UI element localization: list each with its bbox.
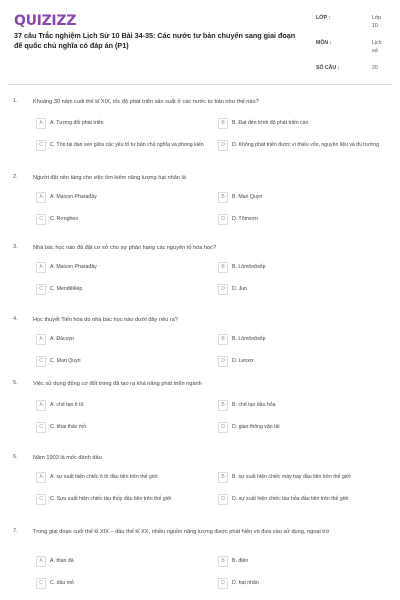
option-text: B. điện: [232, 558, 249, 564]
question-number: 1.: [13, 98, 18, 104]
answer-option-d[interactable]: [218, 356, 388, 367]
option-text: B. Lômônôxốp: [232, 336, 266, 342]
answer-option-b[interactable]: [218, 192, 388, 203]
answer-option-d[interactable]: [218, 284, 388, 295]
option-text: C. dầu mỏ: [50, 580, 74, 586]
option-letter: C: [36, 578, 46, 589]
answer-option-b[interactable]: [218, 118, 388, 129]
option-text: B. Lômônôxốp: [232, 264, 266, 270]
meta-count-label: SỐ CÂU :: [316, 65, 340, 71]
option-text: A. Maicon Pharađây: [50, 264, 97, 270]
answer-option-c[interactable]: [36, 140, 214, 151]
option-letter: A: [36, 118, 46, 129]
option-letter: A: [36, 556, 46, 567]
option-text: D. Tômxơn: [232, 216, 258, 222]
option-text: A. Đácuyn: [50, 336, 74, 342]
worksheet-header: [0, 0, 400, 84]
option-letter: B: [218, 262, 228, 273]
option-text: D. giao thông vận tải: [232, 424, 280, 430]
option-letter: D: [218, 140, 228, 151]
option-text: D. Lenxơ: [232, 358, 254, 364]
option-text: A. than đá: [50, 558, 74, 564]
option-letter: B: [218, 334, 228, 345]
option-text: C. Menđêlêép: [50, 286, 83, 292]
option-letter: A: [36, 262, 46, 273]
answer-option-d[interactable]: [218, 578, 388, 589]
option-text: B. chế tạo dầu hỏa: [232, 402, 276, 408]
worksheet-meta: [316, 15, 386, 75]
option-letter: D: [218, 494, 228, 505]
option-text: C. Rơnghen: [50, 216, 79, 222]
option-letter: C: [36, 284, 46, 295]
question-text: Năm 1903 là mốc đánh dấu: [33, 455, 102, 461]
answer-option-c[interactable]: [36, 284, 214, 295]
meta-subject-value: Lịch sử: [372, 40, 382, 54]
answer-option-c[interactable]: [36, 356, 214, 367]
meta-grade-value: Lớp 10: [372, 15, 382, 29]
answer-option-d[interactable]: [218, 140, 388, 151]
meta-grade-label: LỚP :: [316, 15, 331, 21]
option-letter: B: [218, 400, 228, 411]
option-text: D. hạt nhân: [232, 580, 259, 586]
answer-option-a[interactable]: [36, 192, 214, 203]
answer-option-b[interactable]: [218, 334, 388, 345]
answer-option-c[interactable]: [36, 578, 214, 589]
answer-option-c[interactable]: [36, 494, 214, 505]
answer-option-c[interactable]: [36, 214, 214, 225]
option-letter: B: [218, 556, 228, 567]
option-letter: C: [36, 356, 46, 367]
answer-option-d[interactable]: [218, 422, 388, 433]
meta-subject-label: MÔN :: [316, 40, 332, 46]
option-text: C. Sựu xuất hiện chiếc tàu thủy đầu tiên trên thế giới: [50, 496, 172, 502]
answer-option-a[interactable]: [36, 472, 214, 483]
question-number: 7.: [13, 528, 18, 534]
answer-option-d[interactable]: [218, 494, 388, 505]
option-text: A. Tương đối phát triển: [50, 120, 104, 126]
answer-option-c[interactable]: [36, 422, 214, 433]
answer-option-a[interactable]: [36, 556, 214, 567]
option-letter: D: [218, 422, 228, 433]
option-text: B. Mari Quyri: [232, 194, 263, 200]
option-letter: C: [36, 214, 46, 225]
question-number: 6.: [13, 454, 18, 460]
question-text: Trong giai đoạn cuối thế kỉ XIX – đầu thế kỉ XX, nhiều nguồn năng lượng được phát hiện và đưa vào sử dụng, ngoại trừ: [33, 529, 330, 535]
answer-option-b[interactable]: [218, 472, 388, 483]
answer-option-b[interactable]: [218, 400, 388, 411]
option-letter: B: [218, 192, 228, 203]
option-text: D. Jun: [232, 286, 247, 292]
option-letter: B: [218, 118, 228, 129]
option-letter: A: [36, 400, 46, 411]
answer-option-b[interactable]: [218, 556, 388, 567]
question-text: Việc sử dụng động cơ đốt trong đã tạo ra khả năng phát triển ngành: [33, 381, 202, 387]
option-text: D. sự xuất hiện chiếc tàu hỏa đầu tiên trên thế giới: [232, 496, 349, 502]
header-divider: [8, 84, 392, 85]
option-text: C. Tồn tại đan xen giữa các yếu tố tư bản chủ nghĩa và phong kiến: [50, 142, 204, 148]
answer-option-a[interactable]: [36, 262, 214, 273]
option-text: A. Maicon Pharađây: [50, 194, 97, 200]
option-letter: B: [218, 472, 228, 483]
meta-count-row: [316, 65, 386, 75]
option-text: A. sự xuất hiện chiếc ô tô đầu tiên trên thế giới: [50, 474, 158, 480]
meta-grade-row: [316, 15, 386, 40]
option-letter: D: [218, 578, 228, 589]
question-text: Nhà bác học nào đã đặt cơ sở cho sự phân hạng các nguyên tố hóa học?: [33, 245, 217, 251]
option-text: A. chế tạo ô tô: [50, 402, 84, 408]
question-number: 2.: [13, 174, 18, 180]
answer-option-a[interactable]: [36, 118, 214, 129]
option-text: B. Đạt đến trình độ phát triển cao: [232, 120, 309, 126]
meta-count-value: 20: [372, 65, 378, 71]
answer-option-a[interactable]: [36, 334, 214, 345]
question-number: 3.: [13, 244, 18, 250]
meta-subject-row: [316, 40, 386, 65]
option-letter: A: [36, 334, 46, 345]
question-number: 5.: [13, 380, 18, 386]
answer-option-b[interactable]: [218, 262, 388, 273]
question-text: Học thuyết Tiến hóa do nhà bác học nào dưới đây nêu ra?: [33, 317, 178, 323]
option-letter: C: [36, 494, 46, 505]
option-text: D. Không phát triển được vì thiếu vốn, nguyên liệu và thị trường: [232, 142, 379, 148]
answer-option-a[interactable]: [36, 400, 214, 411]
option-text: C. Mari Quyri: [50, 358, 81, 364]
option-letter: D: [218, 214, 228, 225]
question-text: Khoảng 30 năm cuối thế kỉ XIX, tốc độ phát triển sản xuất ở các nước tư bản như thế nào?: [33, 99, 259, 105]
option-letter: C: [36, 140, 46, 151]
quizizz-logo: QUIZIZZ: [14, 13, 77, 29]
option-letter: D: [218, 284, 228, 295]
option-letter: D: [218, 356, 228, 367]
question-number: 4.: [13, 316, 18, 322]
option-letter: C: [36, 422, 46, 433]
option-text: C. khai thác mỏ: [50, 424, 87, 430]
option-letter: A: [36, 192, 46, 203]
option-letter: A: [36, 472, 46, 483]
question-text: Người đặt nền tảng cho việc tìm kiếm năng lượng hạt nhân là: [33, 175, 186, 181]
worksheet-title: 37 câu Trắc nghiệm Lịch Sử 10 Bài 34-35: Các nước tư bản chuyển sang giai đoạn đế quốc chủ nghĩa có đáp án (P1): [14, 31, 296, 50]
option-text: B. sự xuất hiện chiếc máy bay đầu tiên trên thế giới: [232, 474, 351, 480]
answer-option-d[interactable]: [218, 214, 388, 225]
